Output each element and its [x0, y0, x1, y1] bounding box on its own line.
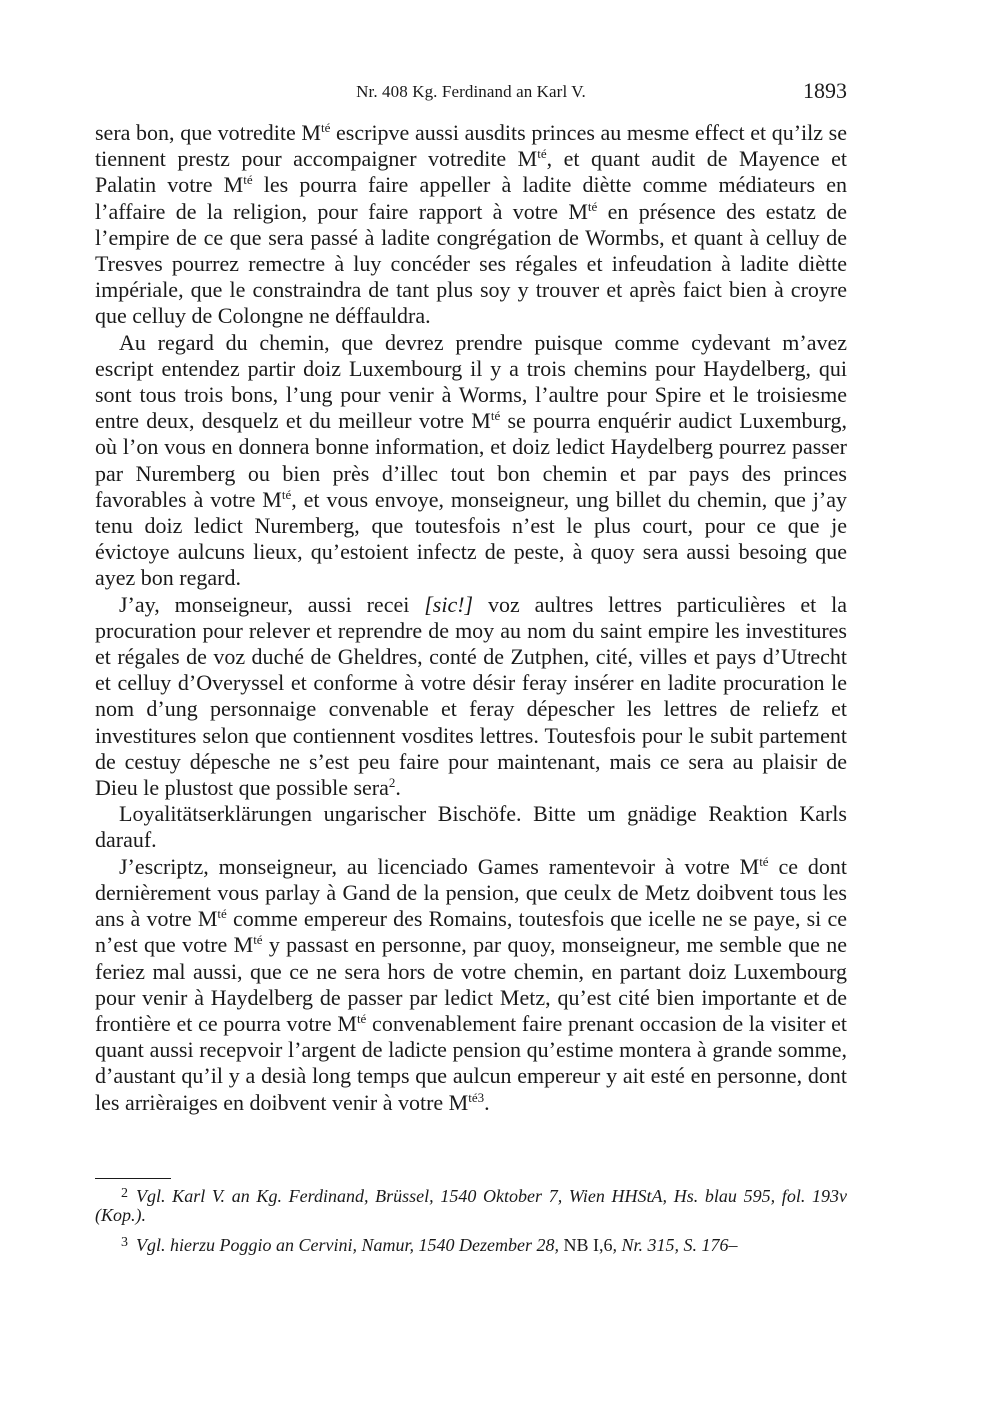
text-run: . — [484, 1089, 490, 1115]
text-run: . — [395, 775, 401, 801]
text-run: sera bon, que votredite M — [95, 120, 321, 145]
text-run: les pourra faire appeller à ladite diètte comme médiateurs en l’affaire de la religion, pour faire rapport à votre M — [95, 172, 847, 224]
text-run: Au regard du chemin, que devrez prendre puisque comme cydevant m’avez escript entendez partir doiz Luxembourg il y a trois chemins pour Haydelberg, qui sont tous trois bons, l’ung pour venir à Worms, l’aultre pour Spire et le troisiesme entre deux, desquelz et du meilleur votre M — [95, 329, 847, 434]
text-run: Loyalitätserklärungen ungarischer Bischöfe. Bitte um gnädige Reaktion Karls darauf. — [95, 801, 847, 853]
text-run: convenablement faire prenant occasion de la visiter et quant aussi recepvoir l’argent de ladicte pension qu’estime montera à grande somme, d’austant qu’il y a desià long temps que aulcun empereur y ait esté en personne, dont les arrièraiges en doibvent venir à votre M — [95, 1010, 847, 1115]
italic-text: , Nr. 315, S. 176– — [612, 1235, 738, 1255]
page-number: 1893 — [803, 78, 847, 103]
page-header — [95, 78, 847, 108]
footnote-number: 3 — [121, 1235, 128, 1250]
main-text — [95, 120, 847, 1116]
text-run: , et quant audit de Mayence et Palatin votre M — [95, 146, 847, 198]
text-run: y passast en personne, par quoy, monseigneur, me semble que ne feriez mal aussi, que ce ne sera hors de votre chemin, en partant doiz Luxembourg pour venir à Haydelberg de passer par ledict Metz, qu’est cité bien importante et de frontière et ce pourra votre M — [95, 932, 847, 1036]
paragraph — [95, 330, 847, 592]
text-run: J’ay, monseigneur, aussi recei — [119, 591, 425, 617]
superscript: té3 — [468, 1089, 485, 1105]
footnote-number: 2 — [121, 1186, 128, 1201]
text-run: en présence des estatz de l’empire de ce que sera passé à ladite congrégation de Wormbs, et quant à celluy de Tresves pourrez remectre à luy concéder ses régales et infeudation à ladite diètte impériale, que le constraindra de tant plus soy y trouver et après faict bien à croyre que celluy de Colongne ne déffauldra. — [95, 198, 847, 329]
superscript: té — [253, 932, 263, 948]
paragraph — [95, 120, 847, 330]
summary-paragraph — [95, 801, 847, 853]
superscript: té — [759, 853, 769, 869]
footnote — [95, 1184, 847, 1225]
superscript: té — [217, 906, 227, 922]
paragraph — [95, 592, 847, 802]
italic-text: [sic!] — [424, 591, 474, 617]
text-run: ce dont dernièrement vous parlay à Gand de la pension, que ceulx de Metz doibvent tous les ans à votre M — [95, 853, 847, 932]
text-run: comme empereur des Romains, toutesfois que icelle ne se paye, si ce n’est que votre M — [95, 906, 848, 958]
superscript: té — [243, 172, 253, 188]
text-run: J’escriptz, monseigneur, au licenciado Games ramentevoir à votre M — [119, 853, 760, 879]
superscript: 2 — [388, 775, 396, 791]
italic-text: Vgl. hierzu Poggio an Cervini, Namur, 1540 Dezember 28, — [136, 1235, 564, 1255]
paragraph — [95, 854, 847, 1116]
footnote — [95, 1233, 847, 1255]
footnotes — [95, 1178, 847, 1263]
text-run: se pourra enquérir audict Luxemburg, où l’on vous en donnera bonne information, et doiz ledict Haydelberg pourrez passer par Nuremberg ou bien près d’illec tout bon chemin et par pays des princes favorables à votre M — [95, 408, 847, 512]
text-run: , et vous envoye, monseigneur, ung billet du chemin, que j’ay tenu doiz ledict Nuremberg, que toutesfois n’est le plus court, pour ce que je évictoye aulcuns lieux, qu’estoient infectz de peste, à quoy sera aussi besoing que ayez bon regard. — [95, 486, 847, 591]
superscript: té — [537, 146, 547, 162]
superscript: té — [281, 486, 292, 502]
running-title: Nr. 408 Kg. Ferdinand an Karl V. — [356, 82, 586, 101]
text-run: escripve aussi ausdits princes au mesme effect et qu’ilz se tiennent prestz pour accompaigner votredite M — [95, 120, 847, 172]
text-run: NB I,6 — [563, 1235, 613, 1255]
text-run: voz aultres lettres particulières et la procuration pour relever et reprendre de moy au nom du saint empire les investitures et régales de voz duché de Gheldres, conté de Zutphen, cité, villes et pays d’Utrecht et celluy d’Overyssel et conforme à votre désir feray insérer en ladite procuration le nom d’ung personnaige convenable et feray dépescher les lettres de reliefz et investitures selon que contiennent vosdites lettres. Toutesfois pour le subit partement de cestuy dépesche ne s’est peu faire pour maintenant, mais ce sera au plaisir de Dieu le plustost que possible sera — [95, 591, 847, 801]
superscript: té — [356, 1010, 367, 1026]
superscript: té — [587, 198, 598, 214]
footnote-separator — [95, 1178, 171, 1179]
superscript: té — [490, 408, 501, 424]
superscript: té — [321, 120, 331, 135]
italic-text: Vgl. Karl V. an Kg. Ferdinand, Brüssel, 1540 Oktober 7, Wien HHStA, Hs. blau 595, fol. 193v (Kop.). — [95, 1186, 847, 1225]
